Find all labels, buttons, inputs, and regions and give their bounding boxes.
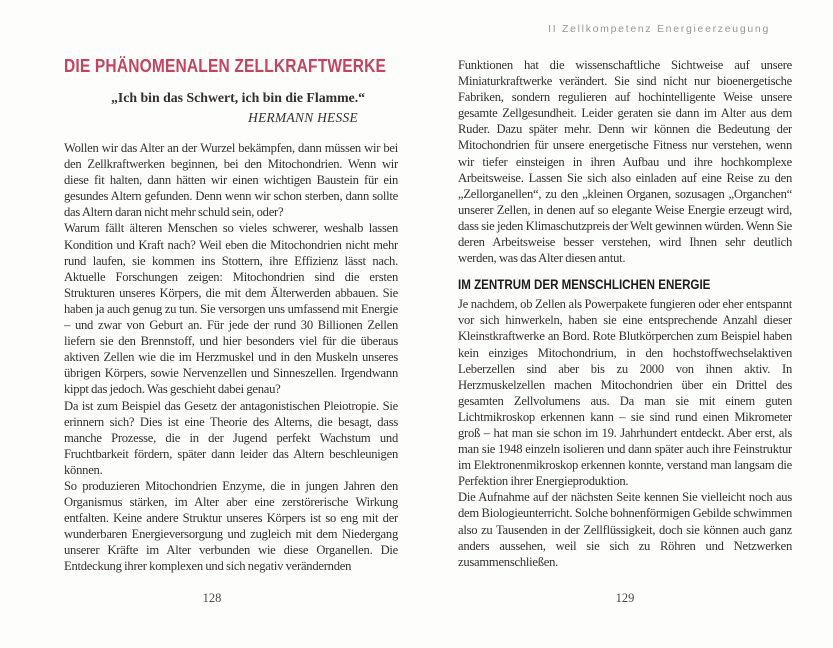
epigraph-quote xyxy=(64,90,398,126)
right-page xyxy=(458,50,792,606)
left-page-body xyxy=(64,50,398,583)
right-page-paragraphs-top xyxy=(458,57,792,266)
page-number-right: 129 xyxy=(615,591,635,605)
right-page-paragraphs-bottom xyxy=(458,296,792,570)
epigraph-quote-attribution: HERMANN HESSE xyxy=(248,110,358,125)
paragraph: Wollen wir das Alter an der Wurzel bekämpfen, dann müssen wir bei den Zellkraftwerken beginnen, bei den Mitochondrien. Wenn wir diese fit halten, dann hätten wir einen wichtigen Baustein für ein gesundes Altern gefunden. Denn wenn wir schon sterben, dann sollte das Altern daran nicht mehr schuld sein, oder? xyxy=(64,141,398,220)
right-page-body xyxy=(458,50,792,583)
section-subheading: IM ZENTRUM DER MENSCHLICHEN ENERGIE xyxy=(458,277,711,293)
paragraph: Die Aufnahme auf der nächsten Seite kennen Sie vielleicht noch aus dem Biologieunterricht. Solche bohnenförmigen Gebilde schwimmen also zu Tausenden in der Zellflüssigkeit, doch sie können auch ganz anders aussehen, weil sie sich zu Röhren und Netzwerken zusammenschließen. xyxy=(458,490,792,569)
paragraph: Funktionen hat die wissenschaftliche Sichtweise auf unsere Miniaturkraftwerke verändert. Sie sind nicht nur bioenergetische Fabriken, sondern regulieren auf hochintelligente Weise unsere gesamte Zellgesundheit. Leider geraten sie dann im Alter aus dem Ruder. Dazu später mehr. Denn wir können die Bedeutung der Mitochondrien für unsere energetische Fitness nur verstehen, wenn wir tiefer einsteigen in ihren Aufbau und ihre hochkomplexe Arbeitsweise. Lassen Sie sich also einladen auf eine Reise zu den „Zellorganellen“, zu den „kleinen Organen, sozusagen „Organchen“ unserer Zellen, in denen auf so elegante Weise Energie erzeugt wird, dass sie jeden Klimaschutzpreis der Welt gewinnen würden. Wenn Sie deren Arbeitsweise besser verstehen, wird Ihnen sehr deutlich werden, was das Alter diesen antut. xyxy=(458,58,792,266)
epigraph-quote-text: „Ich bin das Schwert, ich bin die Flamme.“ xyxy=(110,90,366,105)
left-page-paragraphs xyxy=(64,140,398,575)
page-number-left: 128 xyxy=(202,591,222,605)
paragraph: So produzieren Mitochondrien Enzyme, die in jungen Jahren den Organismus stärken, im Alter aber eine zerstörerische Wirkung entfalten. Keine andere Struktur unseres Körpers ist so eng mit der wunderbaren Energieversorgung und zugleich mit dem Niedergang unserer Kräfte im Alter verbunden wie diese Organellen. Die Entdeckung ihrer komplexen und sich negativ verändernden xyxy=(64,478,398,574)
paragraph: Warum fällt älteren Menschen so vieles schwerer, weshalb lassen Kondition und Kraft nach? Weil eben die Mitochondrien nicht mehr rund laufen, sie kommen ins Stottern, ihre Effizienz lässt nach. Aktuelle Forschungen zeigen: Mitochondrien sind die ersten Strukturen unseres Körpers, die mit dem Älterwerden abbauen. Sie haben ja auch genug zu tun. Sie versorgen uns umfassend mit Energie – und zwar von Geburt an. Für jede der rund 30 Billionen Zellen liefern sie den Brennstoff, und hier besonders viel für die überaus aktiven Zellen wie die im Herzmuskel und in den Muskeln unseres übrigen Körpers, sowie Nervenzellen und Sinneszellen. Irgendwann kippt das jedoch. Was geschieht dabei genau? xyxy=(64,221,398,397)
left-page xyxy=(64,50,398,606)
running-head: II Zellkompetenz Energieerzeugung xyxy=(548,23,770,35)
chapter-heading: DIE PHÄNOMENALEN ZELLKRAFTWERKE xyxy=(64,55,387,76)
paragraph: Je nachdem, ob Zellen als Powerpakete fungieren oder eher entspannt vor sich hinwerkeln, haben sie eine entsprechende Anzahl dieser Kleinstkraftwerke an Bord. Rote Blutkörperchen zum Beispiel haben kein einziges Mitochondrium, in den hochstoffwechselaktiven Leberzellen sind aber bis zu 2000 von ihnen aktiv. In Herzmuskelzellen machen Mitochondrien über ein Drittel des gesamten Zellvolumens aus. Da man sie mit einem guten Lichtmikroskop erkennen kann – sie sind rund einen Mikrometer groß – hat man sie schon im 19. Jahrhundert entdeckt. Aber erst, als man sie 1948 einzeln isolieren und dann später auch ihre Feinstruktur im Elektronenmikroskop erkennen konnte, verstand man langsam die Perfektion ihrer Energieproduktion. xyxy=(458,297,792,489)
paragraph: Da ist zum Beispiel das Gesetz der antagonistischen Pleiotropie. Sie erinnern sich? Dies ist eine Theorie des Alterns, die besagt, dass manche Prozesse, die in der Jugend perfekt Wachstum und Fruchtbarkeit fördern, später dann leider das Altern beschleunigen können. xyxy=(64,398,398,477)
